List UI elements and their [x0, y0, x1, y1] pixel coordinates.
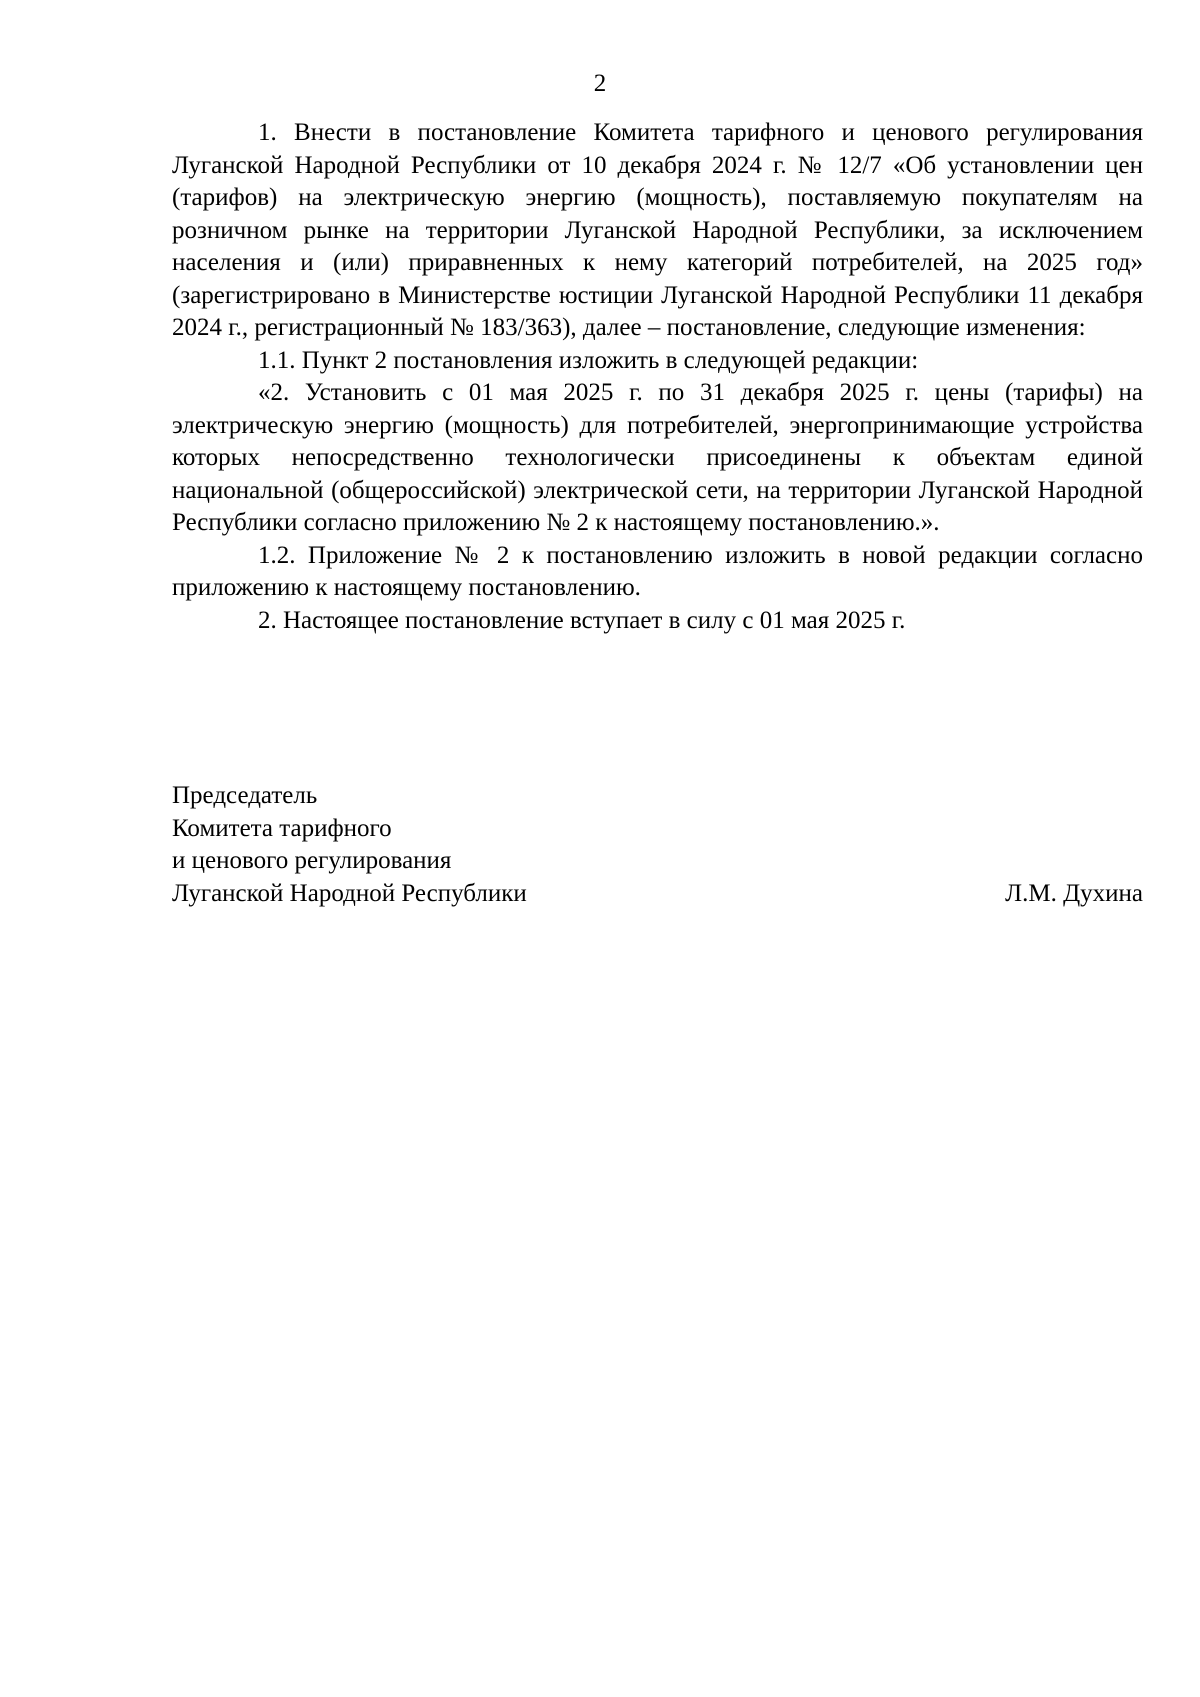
signature-last-row [172, 878, 1143, 911]
signatory-position-line-1: Председатель [172, 782, 318, 809]
signature-block [172, 780, 1143, 910]
paragraph-1-2: 1.2. Приложение № 2 к постановлению изложить в новой редакции согласно приложению к настоящему постановлению. [172, 541, 1143, 601]
signatory-position-line-2: Комитета тарифного [172, 814, 392, 842]
document-body [172, 117, 1143, 637]
paragraph-2: 2. Настоящее постановление вступает в силу с 01 мая 2025 г. [258, 606, 906, 634]
signatory-name: Л.М. Духина [1005, 879, 1143, 907]
paragraph-1: 1. Внести в постановление Комитета тарифного и ценового регулирования Луганской Народной Республики от 10 декабря 2024 г. № 12/7 «Об установлении цен (тарифов) на электрическую энергию (мощность), поставляемую покупателям на розничном рынке на территории Луганской Народной Республики, за исключением населения и (или) приравненных к нему категорий потребителей, на 2025 год» (зарегистрировано в Министерстве юстиции Луганской Народной Республики 11 декабря 2024 г., регистрационный № 183/363), далее – постановление, следующие изменения: [172, 119, 1143, 341]
paragraph-quoted-2: «2. Установить с 01 мая 2025 г. по 31 декабря 2025 г. цены (тарифы) на электрическую энергию (мощность) для потребителей, энергопринимающие устройства которых непосредственно технологически присоединены к объектам единой национальной (общероссийской) электрической сети, на территории Луганской Народной Республики согласно приложению № 2 к настоящему постановлению.». [172, 379, 1143, 536]
paragraph-1-1: 1.1. Пункт 2 постановления изложить в следующей редакции: [258, 346, 919, 374]
signatory-position-line-4: Луганской Народной Республики [172, 879, 527, 907]
signatory-position-line-3: и ценового регулирования [172, 847, 452, 874]
page-number: 2 [593, 70, 607, 97]
